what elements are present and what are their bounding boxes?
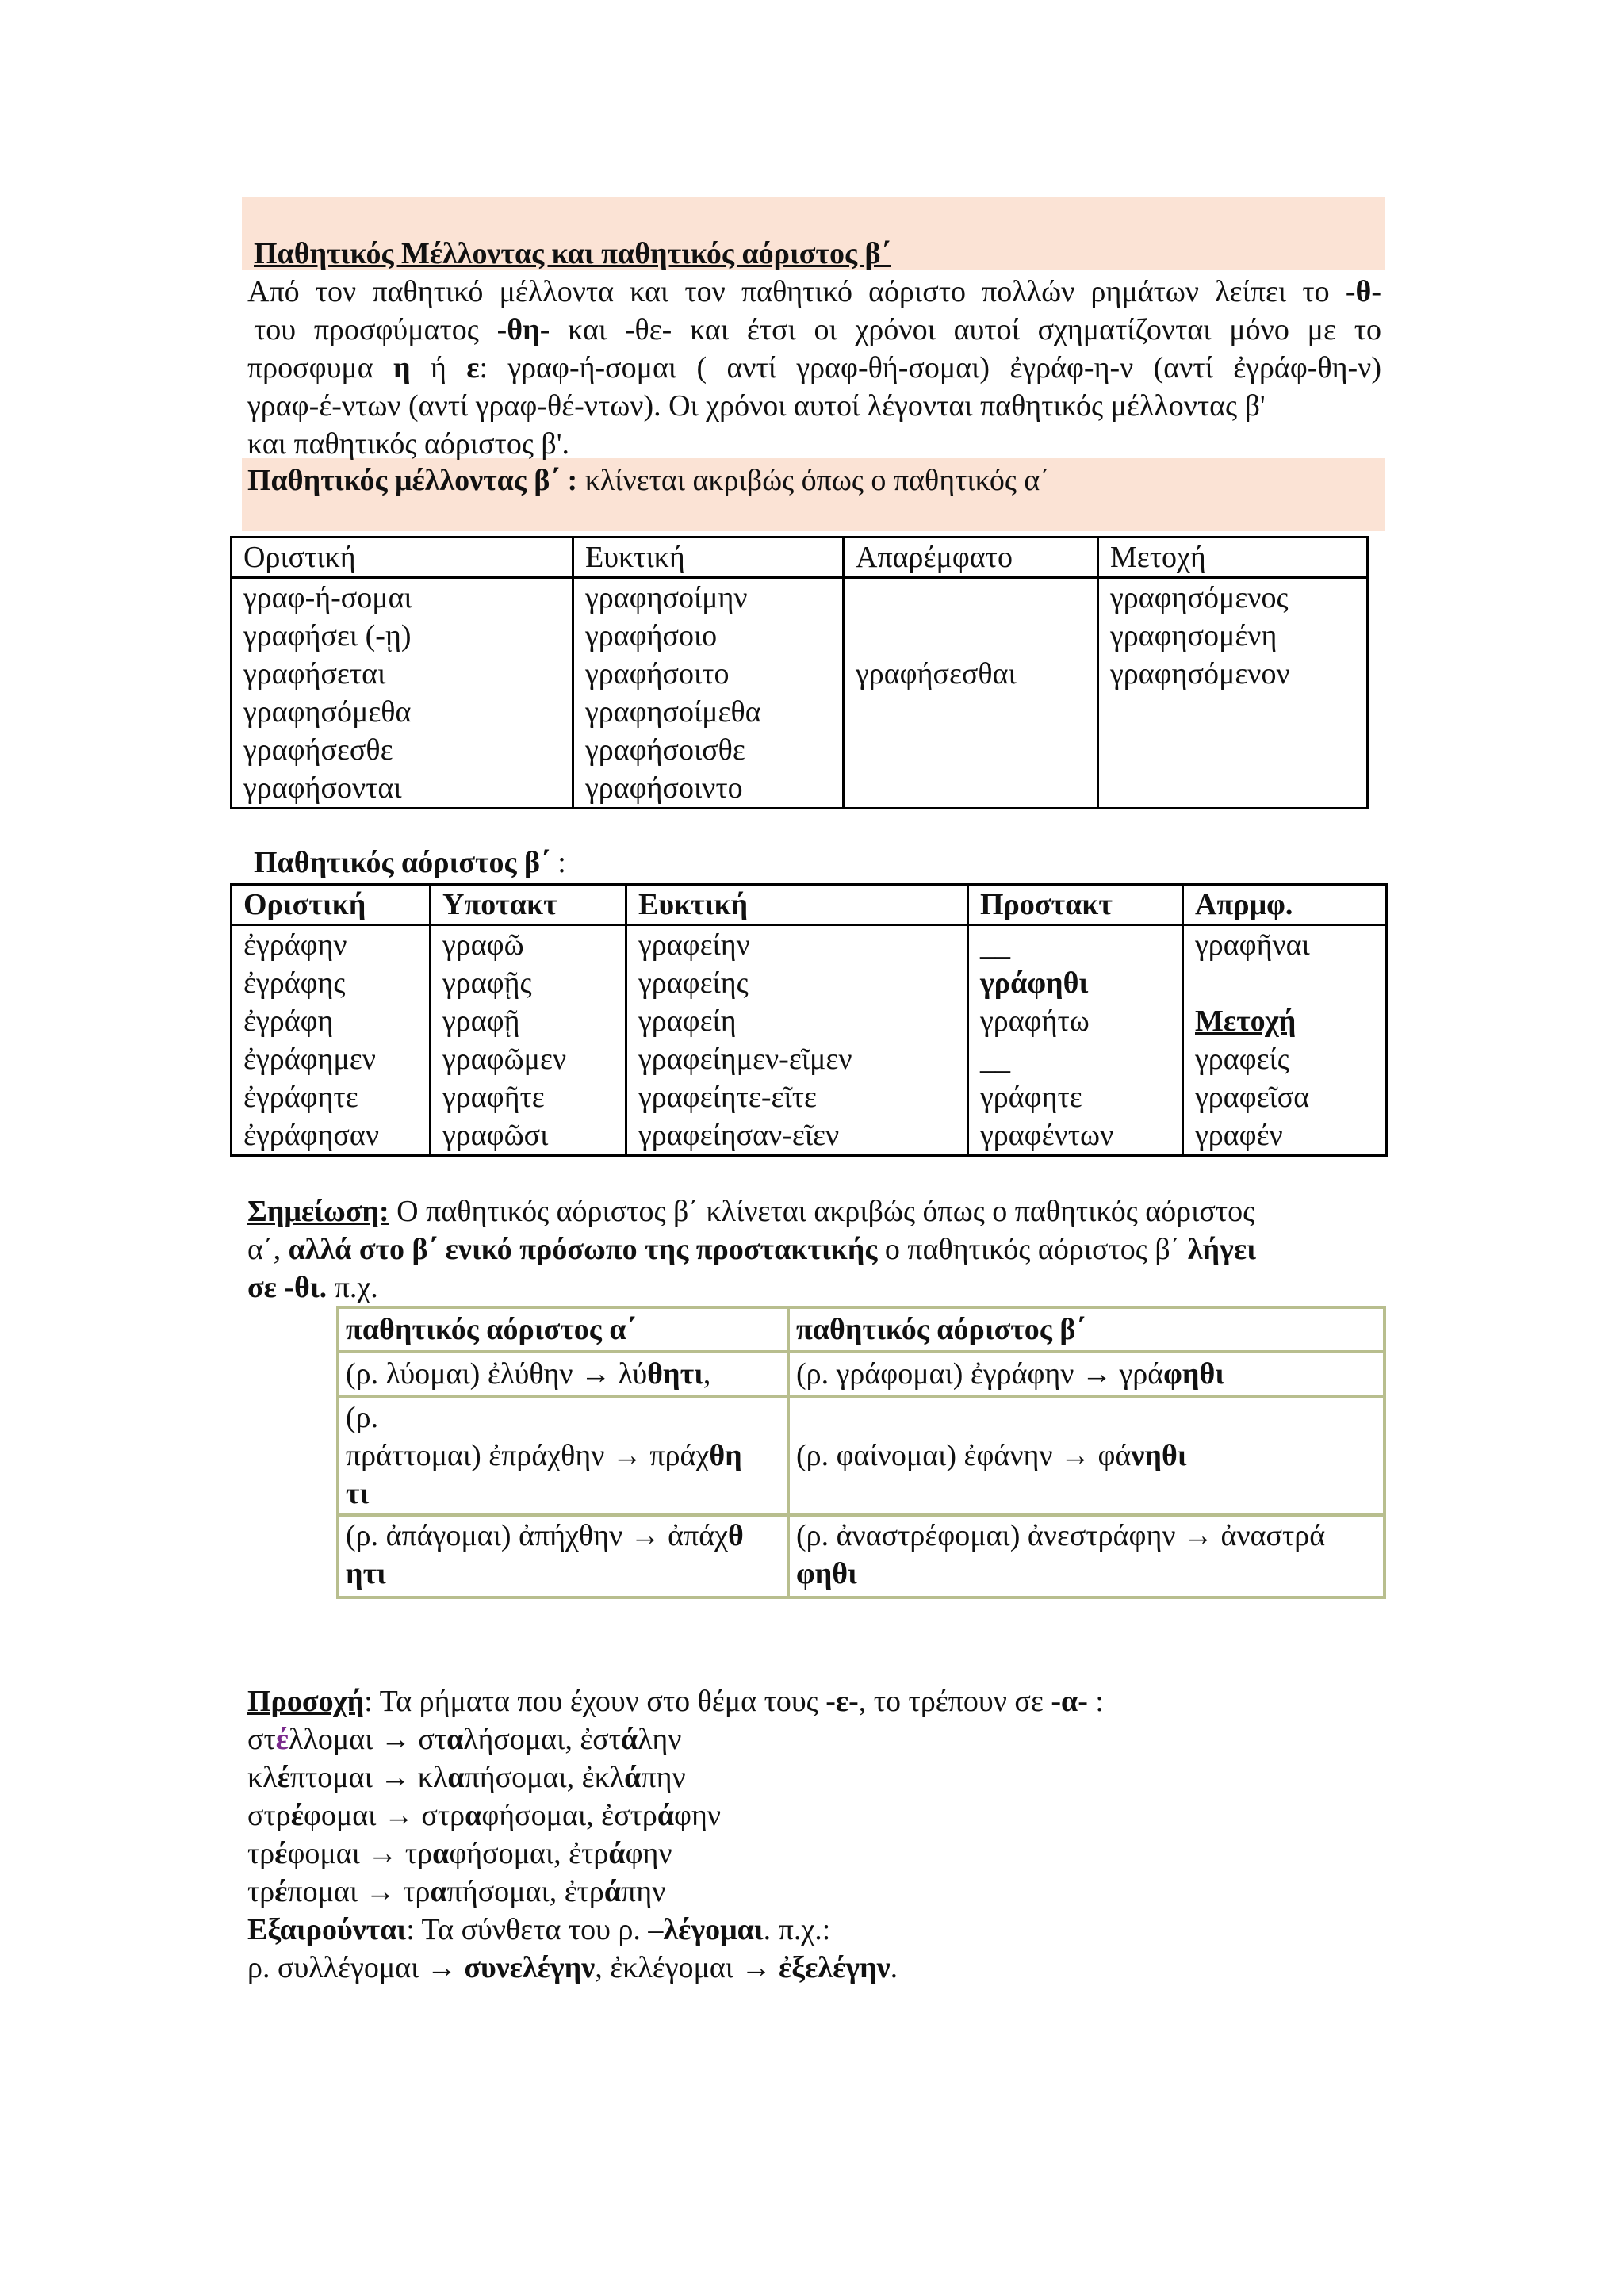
cell-line: __ [980, 928, 1010, 962]
text-run: πτομαι → κλ [289, 1761, 448, 1794]
aorist-heading-label: Παθητικός αόριστος β΄ [254, 846, 550, 879]
aorist-passive-table [230, 883, 1388, 1157]
eyktiki-cell [573, 578, 844, 809]
cell-line: γραφήσοιντο [585, 771, 743, 805]
table-row [338, 1515, 1385, 1598]
text-run: λλομαι [289, 1723, 381, 1756]
text-run: φήσομαι, ἐτρ [449, 1837, 609, 1870]
future-heading-label: Παθητικός μέλλοντας β΄ : [247, 464, 578, 497]
cell-line [796, 1437, 1377, 1475]
col-oristiki: Οριστική [232, 885, 431, 925]
text-run: έ [277, 1761, 290, 1794]
comparison-table [336, 1306, 1386, 1599]
cell-line: γραφησόμενον [1110, 657, 1290, 691]
text-run: ά [624, 1761, 642, 1794]
text-run: , [703, 1357, 711, 1391]
cell-line [346, 1399, 780, 1437]
text-run: ρ. συλλέγομαι [247, 1951, 427, 1984]
oristiki-cell [232, 578, 573, 809]
table-row [338, 1352, 1385, 1396]
cell-line [1110, 769, 1355, 807]
text-run: πην [641, 1761, 686, 1794]
cell-line: γραφῶ [442, 928, 524, 962]
cell-line: γραφείημεν-εῖμεν [638, 1043, 852, 1076]
cell-line: γραφείητε-εῖτε [638, 1081, 817, 1114]
cell-line: __ [980, 1043, 1010, 1076]
text-run: α [430, 1875, 447, 1908]
text-run: φηθι [1163, 1357, 1225, 1391]
text-run: τι [346, 1477, 370, 1510]
note-text-2c: ο παθητικός αόριστος β΄ [877, 1233, 1188, 1266]
cell-line: γραφήσει (-ῃ) [243, 619, 412, 652]
text-run: α [447, 1761, 465, 1794]
note-text-1: Ο παθητικός αόριστος β΄ κλίνεται ακριβώς όπως ο παθητικός αόριστος [389, 1195, 1255, 1228]
text-run: φήσομαι, ἐστρ [481, 1799, 657, 1832]
ypotaktiki-cell [431, 925, 626, 1156]
cell-line: γραφησομένη [1110, 619, 1277, 652]
text-run: στρ [247, 1799, 291, 1832]
cell-line: γραφῆναι [1195, 928, 1310, 962]
page-title: Παθητικός Μέλλοντας και παθητικός αόριστος β΄ [254, 237, 891, 270]
cell-line: γραφείης [638, 966, 749, 1000]
aprmf-cell [1183, 925, 1387, 1156]
text-run: θ [728, 1519, 744, 1552]
attention-text-a: : Τα ρήματα που έχουν στο θέμα τους [364, 1685, 826, 1718]
attention-intro [247, 1682, 1104, 1720]
text-run: τρ [247, 1875, 275, 1908]
note-text-2d: λήγει [1187, 1233, 1256, 1266]
text-run: ή [410, 351, 467, 385]
cell-line [856, 693, 1086, 731]
text-run: στ [410, 1723, 447, 1756]
cell-line [856, 731, 1086, 769]
paragraph-line [247, 425, 569, 463]
example-cell [338, 1396, 788, 1515]
prostaktiki-cell [968, 925, 1183, 1156]
attention-line [247, 1797, 721, 1835]
cell-line: γραφῶμεν [442, 1043, 567, 1076]
cell-line: γραφήσεται [243, 657, 386, 691]
eyktiki-cell [626, 925, 968, 1156]
text-run: πράττομαι) ἐπράχθην → πράχ [346, 1439, 710, 1472]
text-run: η [393, 351, 411, 385]
attention-line [247, 1873, 665, 1911]
metoxi-cell [1098, 578, 1368, 809]
text-run: α [465, 1799, 482, 1832]
note-line-2 [247, 1230, 1256, 1269]
attention-line [247, 1835, 672, 1873]
cell-line: γραφ-ή-σομαι [243, 581, 412, 614]
attention-line [247, 1758, 686, 1797]
cell-line: γραφεῖσα [1195, 1081, 1310, 1114]
aparemfato-cell [844, 578, 1098, 809]
cell-line: γραφησόμεθα [243, 695, 412, 729]
attention-text-b: -ε- [825, 1685, 859, 1718]
text-run: θητι [647, 1357, 703, 1391]
cell-line [856, 769, 1086, 807]
col-ypotaktiki: Υποτακτ [431, 885, 626, 925]
text-run: λην [638, 1723, 682, 1756]
text-run: . [890, 1951, 898, 1984]
text-run: στ [247, 1723, 276, 1756]
text-run: → συνελέγην [426, 1951, 596, 1984]
note-text-3b: π.χ. [327, 1271, 378, 1304]
attention-line [247, 1720, 681, 1758]
attention-label: Προσοχή [247, 1685, 365, 1718]
col-aorist-b: παθητικός αόριστος β΄ [788, 1307, 1385, 1352]
cell-line: γραφήσεσθαι [856, 657, 1017, 691]
cell-line: γραφείς [1195, 1043, 1289, 1076]
cell-line: γραφέντων [980, 1119, 1114, 1152]
text-run: ά [603, 1875, 622, 1908]
cell-line [346, 1355, 780, 1393]
cell-line: γραφήσονται [243, 771, 402, 805]
text-run: νηθι [1131, 1439, 1187, 1472]
text-run: και -θε- και έτσι οι χρόνοι αυτοί σχηματίζονται μόνο με το [550, 313, 1381, 346]
text-run: Εξαιρούνται [247, 1913, 407, 1946]
col-eyktiki: Ευκτική [626, 885, 968, 925]
note-line-1 [247, 1192, 1254, 1230]
table-row [232, 578, 1368, 809]
text-run: φηθι [796, 1557, 857, 1590]
text-run: ε [466, 351, 480, 385]
col-eyktiki: Ευκτική [573, 538, 844, 578]
text-run: κλ [247, 1761, 278, 1794]
attention-line [247, 1949, 898, 1987]
example-cell [788, 1515, 1385, 1598]
cell-line: γραφέν [1195, 1119, 1283, 1152]
col-prostaktiki: Προστακτ [968, 885, 1183, 925]
cell-line: γραφήσοιο [585, 619, 718, 652]
example-cell [338, 1352, 788, 1396]
note-label: Σημείωση: [247, 1195, 389, 1228]
text-run: πην [621, 1875, 666, 1908]
text-run: ά [621, 1723, 638, 1756]
col-oristiki: Οριστική [232, 538, 573, 578]
cell-line [796, 1555, 1377, 1593]
cell-line [1110, 731, 1355, 769]
table-header-row [232, 885, 1387, 925]
cell-line: γραφῇ [442, 1004, 520, 1038]
example-cell [338, 1515, 788, 1598]
cell-line: γραφησοίμεθα [585, 695, 761, 729]
cell-line: γραφήσοιτο [585, 657, 730, 691]
text-run: θη [709, 1439, 742, 1472]
text-run: γραφ-έ-ντων (αντί γραφ-θέ-ντων). Οι χρόνοι αυτοί λέγονται παθητικός μέλλοντας β' [247, 389, 1266, 423]
cell-line: γραφησοίμην [585, 581, 748, 614]
note-line-3 [247, 1269, 378, 1307]
text-run: → [380, 1723, 411, 1756]
text-run: ά [608, 1837, 626, 1870]
cell-line [856, 579, 1086, 617]
aorist-heading-rest: : [550, 846, 566, 879]
future-passive-table [230, 536, 1369, 809]
text-run: -θη- [496, 313, 550, 346]
text-run: (ρ. λύομαι) ἐλύθην → λύ [346, 1357, 648, 1391]
text-run: λέγομαι [663, 1913, 764, 1946]
cell-line [346, 1555, 780, 1593]
text-run: έ [274, 1837, 288, 1870]
text-run: πήσομαι, ἐκλ [464, 1761, 625, 1794]
cell-line: γραφείη [638, 1004, 737, 1038]
text-run: : Τα σύνθετα του ρ. – [406, 1913, 664, 1946]
cell-line: γραφῶσι [442, 1119, 549, 1152]
text-run: -θ- [1345, 275, 1381, 308]
col-aparemfato: Απαρέμφατο [844, 538, 1098, 578]
cell-line: γραφῆτε [442, 1081, 545, 1114]
cell-line [346, 1437, 780, 1475]
text-run: πομαι → τρ [287, 1875, 431, 1908]
note-text-2b: αλλά στο β΄ ενικό πρόσωπο της προστακτικής [288, 1233, 878, 1266]
text-run: Από τον παθητικό μέλλοντα και τον παθητικό αόριστο πολλών ρημάτων λείπει το [247, 275, 1346, 308]
cell-line [856, 617, 1086, 655]
cell-line: ἐγράφης [243, 966, 346, 1000]
cell-line: γραφήσεσθε [243, 733, 393, 767]
text-run: α [432, 1837, 450, 1870]
note-text-2a: α΄, [247, 1233, 289, 1266]
metoxi-label: Μετοχή [1195, 1004, 1297, 1038]
cell-line [796, 1517, 1377, 1555]
cell-line: γράφηθι [980, 966, 1089, 1000]
cell-line [346, 1517, 780, 1555]
text-run: φην [674, 1799, 722, 1832]
text-run: : γραφ-ή-σομαι ( αντί γραφ-θή-σομαι) ἐγράφ-η-ν (αντί ἐγράφ-θη-ν) [479, 351, 1381, 385]
paragraph-line [254, 311, 1381, 349]
attention-text-e: : [1087, 1685, 1104, 1718]
col-aorist-a: παθητικός αόριστος α΄ [338, 1307, 788, 1352]
cell-line: ἐγράφη [243, 1004, 334, 1038]
aorist-heading [254, 844, 566, 882]
text-run: προσφυμα [247, 351, 394, 385]
attention-text-c: , το τρέπουν σε [858, 1685, 1051, 1718]
cell-line: ἐγράφητε [243, 1081, 358, 1114]
cell-line: γράφητε [980, 1081, 1082, 1114]
text-run: . π.χ.: [763, 1913, 831, 1946]
attention-line [247, 1911, 830, 1949]
table-row [232, 925, 1387, 1156]
paragraph-line [247, 387, 1266, 425]
text-run: πήσομαι, ἐτρ [446, 1875, 604, 1908]
cell-line [796, 1355, 1377, 1393]
cell-line: ἐγράφημεν [243, 1043, 376, 1076]
oristiki-cell [232, 925, 431, 1156]
text-run: (ρ. φαίνομαι) ἐφάνην → φά [796, 1439, 1132, 1472]
cell-line: γραφείησαν-εῖεν [638, 1119, 840, 1152]
cell-line: γραφείην [638, 928, 750, 962]
cell-line: γραφησόμενος [1110, 581, 1289, 614]
col-aprmf: Απρμφ. [1183, 885, 1387, 925]
cell-line: γραφῇς [442, 966, 532, 1000]
text-run: έ [290, 1799, 304, 1832]
cell-line: γραφήσοισθε [585, 733, 745, 767]
attention-text-d: -α- [1051, 1685, 1088, 1718]
text-run: τρ [247, 1837, 275, 1870]
text-run: (ρ. ἀπάγομαι) ἀπήχθην → ἀπάχ [346, 1519, 729, 1552]
text-run: φομαι → στρ [303, 1799, 465, 1832]
future-heading-text: κλίνεται ακριβώς όπως ο παθητικός α΄ [577, 464, 1050, 497]
text-run: και παθητικός αόριστος β'. [247, 427, 570, 461]
cell-line: γραφήτω [980, 1004, 1090, 1038]
text-run: α [446, 1723, 464, 1756]
table-header-row [232, 538, 1368, 578]
example-cell [788, 1396, 1385, 1515]
note-text-3a: σε -θι. [247, 1271, 327, 1304]
text-run: φομαι → τρ [287, 1837, 433, 1870]
text-run: , ἐκλέγομαι [595, 1951, 741, 1984]
text-run: (ρ. γράφομαι) ἐγράφην → γρά [796, 1357, 1164, 1391]
text-run: ά [657, 1799, 675, 1832]
cell-line [1195, 964, 1374, 1002]
paragraph-line [247, 273, 1381, 311]
cell-line: ἐγράφησαν [243, 1119, 379, 1152]
table-header-row [338, 1307, 1385, 1352]
text-run: έ [275, 1723, 289, 1756]
text-run: φην [625, 1837, 672, 1870]
text-run: (ρ. [346, 1401, 379, 1434]
text-run: του προσφύματος [254, 313, 497, 346]
text-run: λήσομαι, ἐστ [463, 1723, 622, 1756]
example-cell [788, 1352, 1385, 1396]
future-heading [247, 461, 1050, 499]
cell-line: ἐγράφην [243, 928, 347, 962]
col-metoxi: Μετοχή [1098, 538, 1368, 578]
text-run: έ [274, 1875, 288, 1908]
cell-line [1110, 693, 1355, 731]
table-row [338, 1396, 1385, 1515]
text-run: ητι [346, 1557, 386, 1590]
paragraph-line [247, 349, 1381, 387]
text-run: (ρ. ἀναστρέφομαι) ἀνεστράφην → ἀναστρά [796, 1519, 1326, 1552]
cell-line [346, 1475, 780, 1513]
text-run: → ἐξελέγην [741, 1951, 891, 1984]
